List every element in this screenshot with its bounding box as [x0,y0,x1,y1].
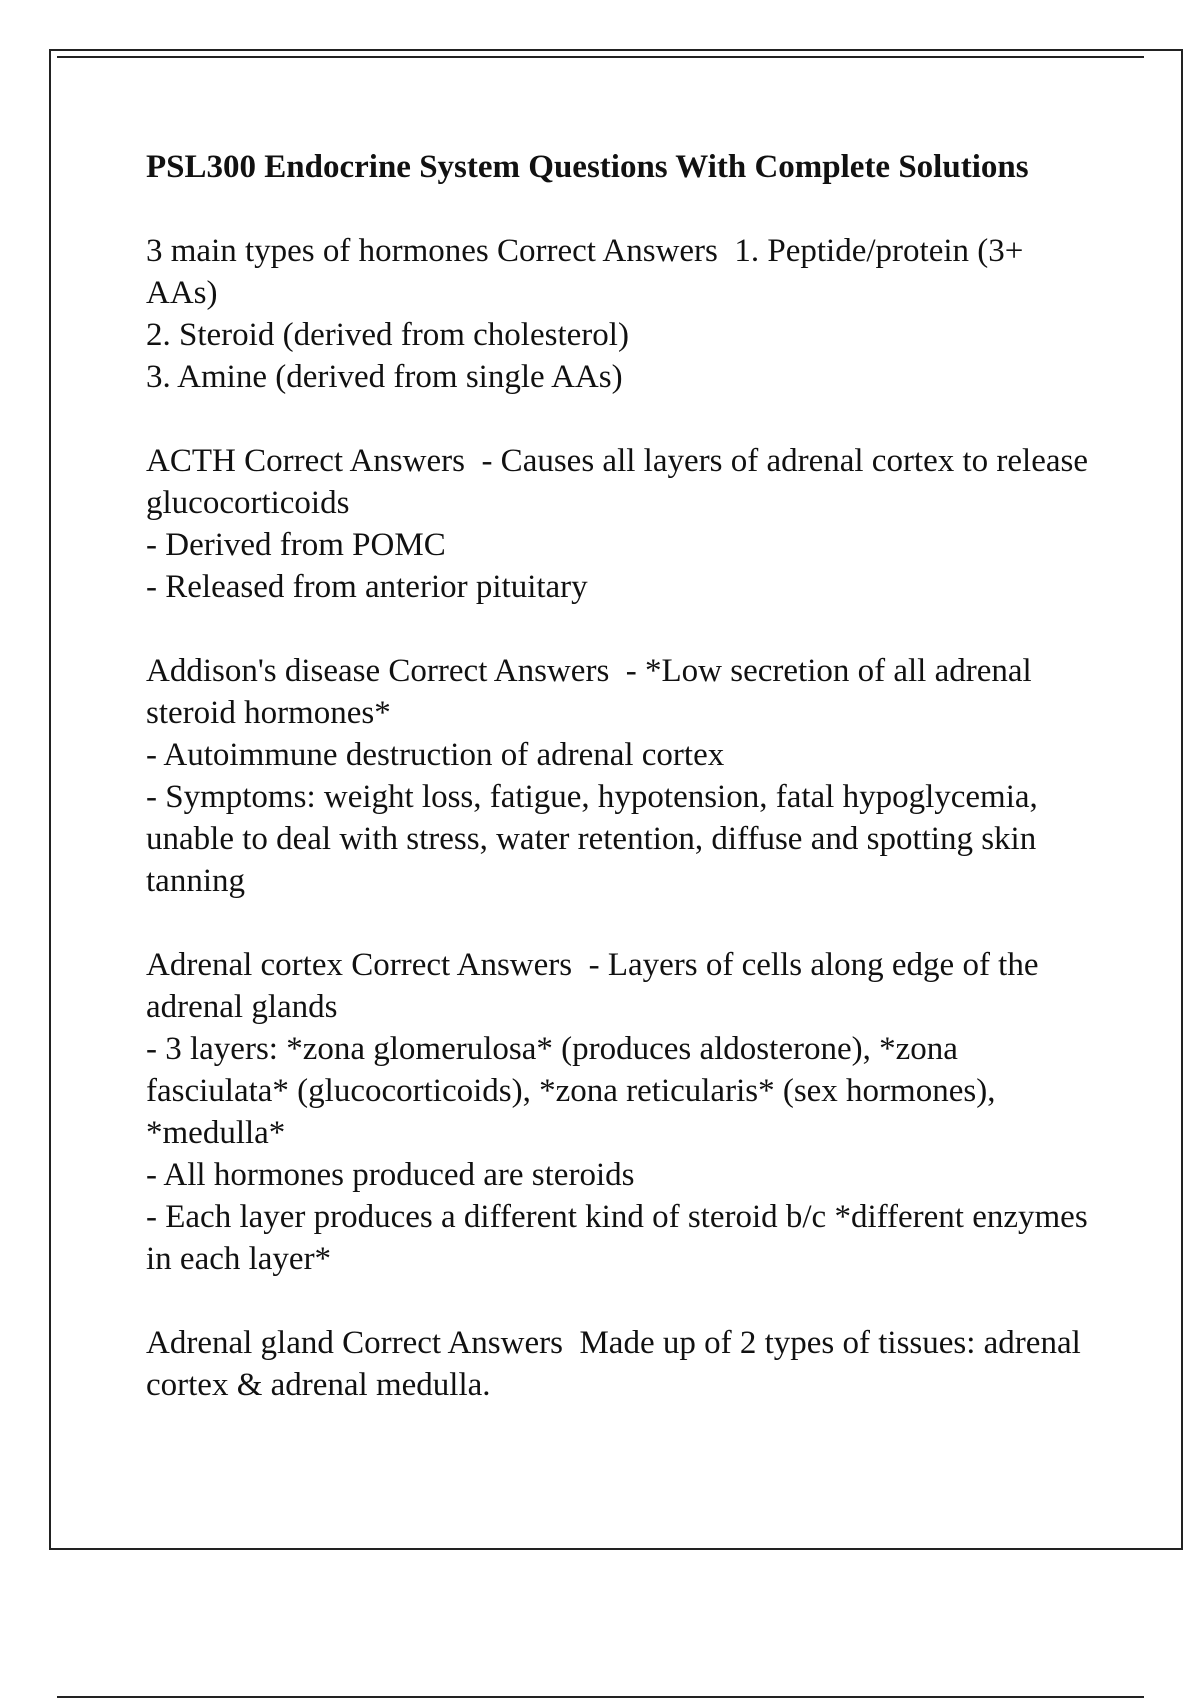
qa-line: Addison's disease Correct Answers - *Low secretion of all adrenal steroid hormones* [146,653,1040,731]
qa-line: - Each layer produces a different kind of steroid b/c *different enzymes in each layer* [146,1199,1096,1277]
qa-entry-acth [146,440,1096,608]
qa-line: 2. Steroid (derived from cholesterol) [146,317,629,353]
qa-line: - All hormones produced are steroids [146,1157,635,1193]
qa-line: - Released from anterior pituitary [146,569,588,605]
qa-entry-hormone-types [146,230,1096,398]
qa-entry-adrenal-gland [146,1322,1096,1406]
qa-line: - Derived from POMC [146,527,446,563]
qa-line: ACTH Correct Answers - Causes all layers of adrenal cortex to release glucocorticoids [146,443,1097,521]
qa-line: - 3 layers: *zona glomerulosa* (produces aldosterone), *zona fasciulata* (glucocorticoids), *zona reticularis* (sex hormones), *medulla* [146,1031,1004,1151]
qa-line: Adrenal gland Correct Answers Made up of 2 types of tissues: adrenal cortex & adrenal medulla. [146,1325,1090,1403]
top-rule [57,56,1144,58]
document-body [146,146,1096,1448]
qa-entry-adrenal-cortex [146,944,1096,1280]
qa-entry-addisons-disease [146,650,1096,902]
qa-line: - Symptoms: weight loss, fatigue, hypotension, fatal hypoglycemia, unable to deal with stress, water retention, diffuse and spotting skin tanning [146,779,1047,899]
document-title: PSL300 Endocrine System Questions With Complete Solutions [146,149,1029,185]
qa-line: Adrenal cortex Correct Answers - Layers of cells along edge of the adrenal glands [146,947,1047,1025]
qa-line: - Autoimmune destruction of adrenal cortex [146,737,725,773]
qa-line: 3 main types of hormones Correct Answers 1. Peptide/protein (3+ AAs) [146,233,1030,311]
bottom-rule [57,1696,1144,1698]
qa-line: 3. Amine (derived from single AAs) [146,359,623,395]
